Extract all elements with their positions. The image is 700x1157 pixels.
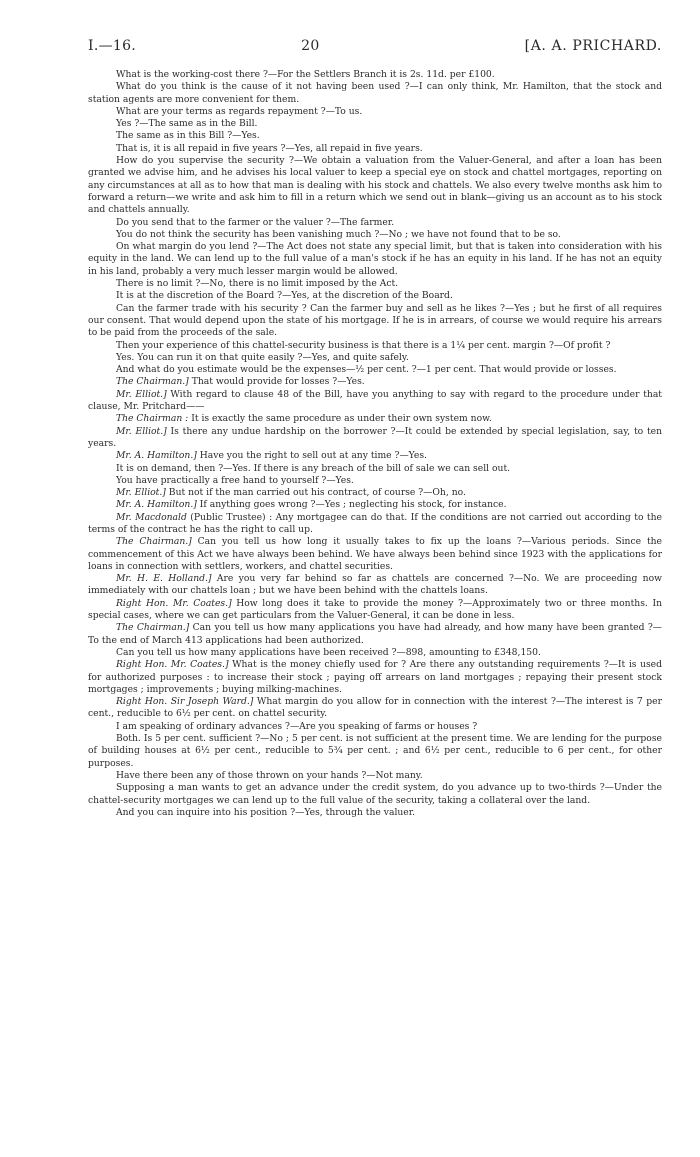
paragraph-text: What is the money chiefly used for ? Are there any outstanding requirements ?—It is used for authorized purposes : to increase their stock ; paying off arrears on land mortgages ; repaying their present stock mortgages ; improvements ; buying milking-machines.: [88, 659, 662, 695]
speaker-name: Right Hon. Sir Joseph Ward.]: [116, 696, 254, 708]
paragraph-text: It is on demand, then ?—Yes. If there is any breach of the bill of sale we can sell out.: [116, 462, 511, 474]
speaker-name: The Chairman.]: [116, 622, 190, 634]
paragraph: [88, 721, 662, 733]
paragraph-text: What is the working-cost there ?—For the Settlers Branch it is 2s. 11d. per £100.: [116, 69, 495, 80]
speaker-name: Mr. Macdonald: [116, 511, 187, 523]
paragraph-text: I am speaking of ordinary advances ?—Are you speaking of farms or houses ?: [116, 720, 478, 732]
paragraph-text: Then your experience of this chattel-security business is that there is a 1¼ per cent. margin ?—Of profit ?: [116, 339, 611, 351]
paragraph: [88, 696, 662, 721]
paragraph: [88, 647, 662, 659]
speaker-name: Mr. Elliot.]: [116, 388, 167, 400]
paragraph-text: How long does it take to provide the money ?—Approximately two or three months. In special cases, where we can get particulars from the Valuer-General, it can be done in less.: [88, 597, 662, 622]
speaker-name: The Chairman :: [116, 413, 189, 425]
paragraph: [88, 229, 662, 241]
paragraph-text: The same as in this Bill ?—Yes.: [116, 130, 260, 142]
paragraph-text: That is, it is all repaid in five years ?—Yes, all repaid in five years.: [116, 142, 423, 154]
paragraph: [88, 622, 662, 647]
paragraph-text: There is no limit ?—No, there is no limit imposed by the Act.: [116, 278, 399, 290]
speaker-name: Right Hon. Mr. Coates.]: [116, 659, 229, 671]
paragraph: [88, 241, 662, 278]
paragraph-text: You do not think the security has been vanishing much ?—No ; we have not found that to be so.: [116, 228, 561, 240]
paragraph: [88, 499, 662, 511]
paragraph-text: Is there any undue hardship on the borrower ?—It could be extended by special legislation, say, to ten years.: [88, 425, 662, 449]
paragraph-text: Yes ?—The same as in the Bill.: [116, 118, 258, 130]
page-header: [88, 38, 662, 54]
paragraph: [88, 364, 662, 376]
speaker-name: Mr. Elliot.]: [116, 487, 166, 499]
paragraph: [88, 413, 662, 425]
paragraph: [88, 217, 662, 229]
page-number: 20: [301, 38, 320, 54]
speaker-name: Mr. A. Hamilton.]: [116, 450, 197, 462]
paragraph-text: Supposing a man wants to get an advance under the credit system, do you advance up to two-thirds ?—Under the chattel-security mortgages we can lend up to the full value of the security, taking a collateral over the land.: [88, 782, 662, 806]
paragraph: [88, 450, 662, 462]
paragraph-text: Can you tell us how long it usually takes to fix up the loans ?—Various periods. Since the commencement of this Act we have always been behind. We have always been behind since 1923 with the applications for loans in connection with settlers, workers, and chattel securities.: [88, 536, 662, 572]
speaker-name: Mr. Elliot.]: [116, 425, 167, 437]
paragraph-text: How do you supervise the security ?—We obtain a valuation from the Valuer-General, and after a loan has been granted we advise him, and he advises his local valuer to keep a special eye on stock and chattel mortgages, reporting on any circumstances at all as to how that man is dealing with his stock and chattels. We also every twelve months ask him to forward a return—we write and ask him to fill in a return which we send out in blank—giving us an account as to his stock and chattels annually.: [88, 155, 662, 216]
speaker-name: The Chairman.]: [116, 536, 192, 548]
paragraph: [88, 487, 662, 499]
witness-name: [A. A. PRICHARD.: [524, 38, 662, 54]
paragraph-text: Are you very far behind so far as chattels are concerned ?—No. We are proceeding now immediately with our chattels loan ; but we have been behind with the chattels loans.: [88, 573, 662, 597]
paragraph-text: On what margin do you lend ?—The Act does not state any special limit, but that is taken into consideration with his equity in the land. We can lend up to the full value of a man's stock if he has an equity in his land. If he has not an equity in his land, probably a very much lesser margin would be allowed.: [88, 241, 662, 277]
paragraph: [88, 143, 662, 155]
paragraph-text: Have there been any of those thrown on your hands ?—Not many.: [116, 769, 423, 781]
paragraph: [88, 130, 662, 142]
speaker-name: Mr. H. E. Holland.]: [116, 573, 212, 585]
paragraph-text: What margin do you allow for in connection with the interest ?—The interest is 7 per cent., reducible to 6½ per cent. on chattel security.: [88, 696, 662, 720]
paragraph-text: Yes. You can run it on that quite easily ?—Yes, and quite safely.: [116, 351, 409, 363]
paragraph: [88, 290, 662, 302]
document-body: [88, 69, 662, 819]
paragraph: [88, 69, 662, 81]
document-reference: I.—16.: [88, 38, 137, 54]
paragraph-text: And what do you estimate would be the expenses—½ per cent. ?—1 per cent. That would provide or losses.: [116, 364, 617, 376]
paragraph: [88, 733, 662, 770]
paragraph: [88, 340, 662, 352]
paragraph-text: It is at the discretion of the Board ?—Yes, at the discretion of the Board.: [116, 290, 453, 302]
paragraph-text: Can you tell us how many applications you have had already, and how many have been granted ?—To the end of March 413 applications had been authorized.: [88, 622, 662, 646]
paragraph: [88, 155, 662, 216]
paragraph-text: Have you the right to sell out at any time ?—Yes.: [196, 450, 427, 462]
paragraph: [88, 389, 662, 414]
paragraph: [88, 376, 662, 388]
paragraph: [88, 807, 662, 819]
paragraph: [88, 118, 662, 130]
paragraph-text: But not if the man carried out his contract, of course ?—Oh, no.: [165, 487, 466, 499]
paragraph: [88, 426, 662, 451]
speaker-name: Right Hon. Mr. Coates.]: [116, 597, 232, 609]
paragraph: [88, 512, 662, 537]
paragraph-text: It is exactly the same procedure as under their own system now.: [188, 413, 492, 425]
paragraph: [88, 598, 662, 623]
paragraph-text: With regard to clause 48 of the Bill, have you anything to say with regard to the procedure under that clause, Mr. Pritchard——: [88, 388, 662, 413]
paragraph: [88, 81, 662, 106]
paragraph: [88, 475, 662, 487]
paragraph: [88, 352, 662, 364]
paragraph-text: Can the farmer trade with his security ? Can the farmer buy and sell as he likes ?—Yes ; but he first of all requires our consent. That would depend upon the state of his mortgage. If he is in arrears, of course we would require his arrears to be paid from the proceeds of the sale.: [88, 302, 662, 339]
paragraph: [88, 573, 662, 598]
paragraph-text: (Public Trustee) : Any mortgagee can do that. If the conditions are not carried out according to the terms of the contract he has the right to call up.: [88, 511, 662, 535]
paragraph: [88, 463, 662, 475]
paragraph: [88, 659, 662, 696]
paragraph: [88, 536, 662, 573]
speaker-name: The Chairman.]: [116, 376, 189, 388]
paragraph-text: That would provide for losses ?—Yes.: [188, 376, 365, 388]
paragraph-text: What do you think is the cause of it not having been used ?—I can only think, Mr. Hamilton, that the stock and station agents are more convenient for them.: [88, 81, 662, 105]
paragraph-text: You have practically a free hand to yourself ?—Yes.: [116, 474, 354, 486]
paragraph-text: Do you send that to the farmer or the valuer ?—The farmer.: [116, 216, 395, 228]
paragraph: [88, 106, 662, 118]
paragraph-text: And you can inquire into his position ?—Yes, through the valuer.: [116, 806, 416, 818]
paragraph-text: Can you tell us how many applications have been received ?—898, amounting to £348,150.: [116, 646, 541, 658]
speaker-name: Mr. A. Hamilton.]: [116, 499, 197, 511]
paragraph-text: What are your terms as regards repayment ?—To us.: [116, 105, 363, 117]
paragraph-text: Both. Is 5 per cent. sufficient ?—No ; 5 per cent. is not sufficient at the present time. We are lending for the purpose of building houses at 6½ per cent., reducible to 5¾ per cent. ; and 6½ per cent., reducible to 6 per cent., for other purposes.: [88, 733, 662, 769]
paragraph-text: If anything goes wrong ?—Yes ; neglecting his stock, for instance.: [196, 499, 507, 511]
paragraph: [88, 770, 662, 782]
paragraph: [88, 303, 662, 340]
paragraph: [88, 782, 662, 807]
paragraph: [88, 278, 662, 290]
